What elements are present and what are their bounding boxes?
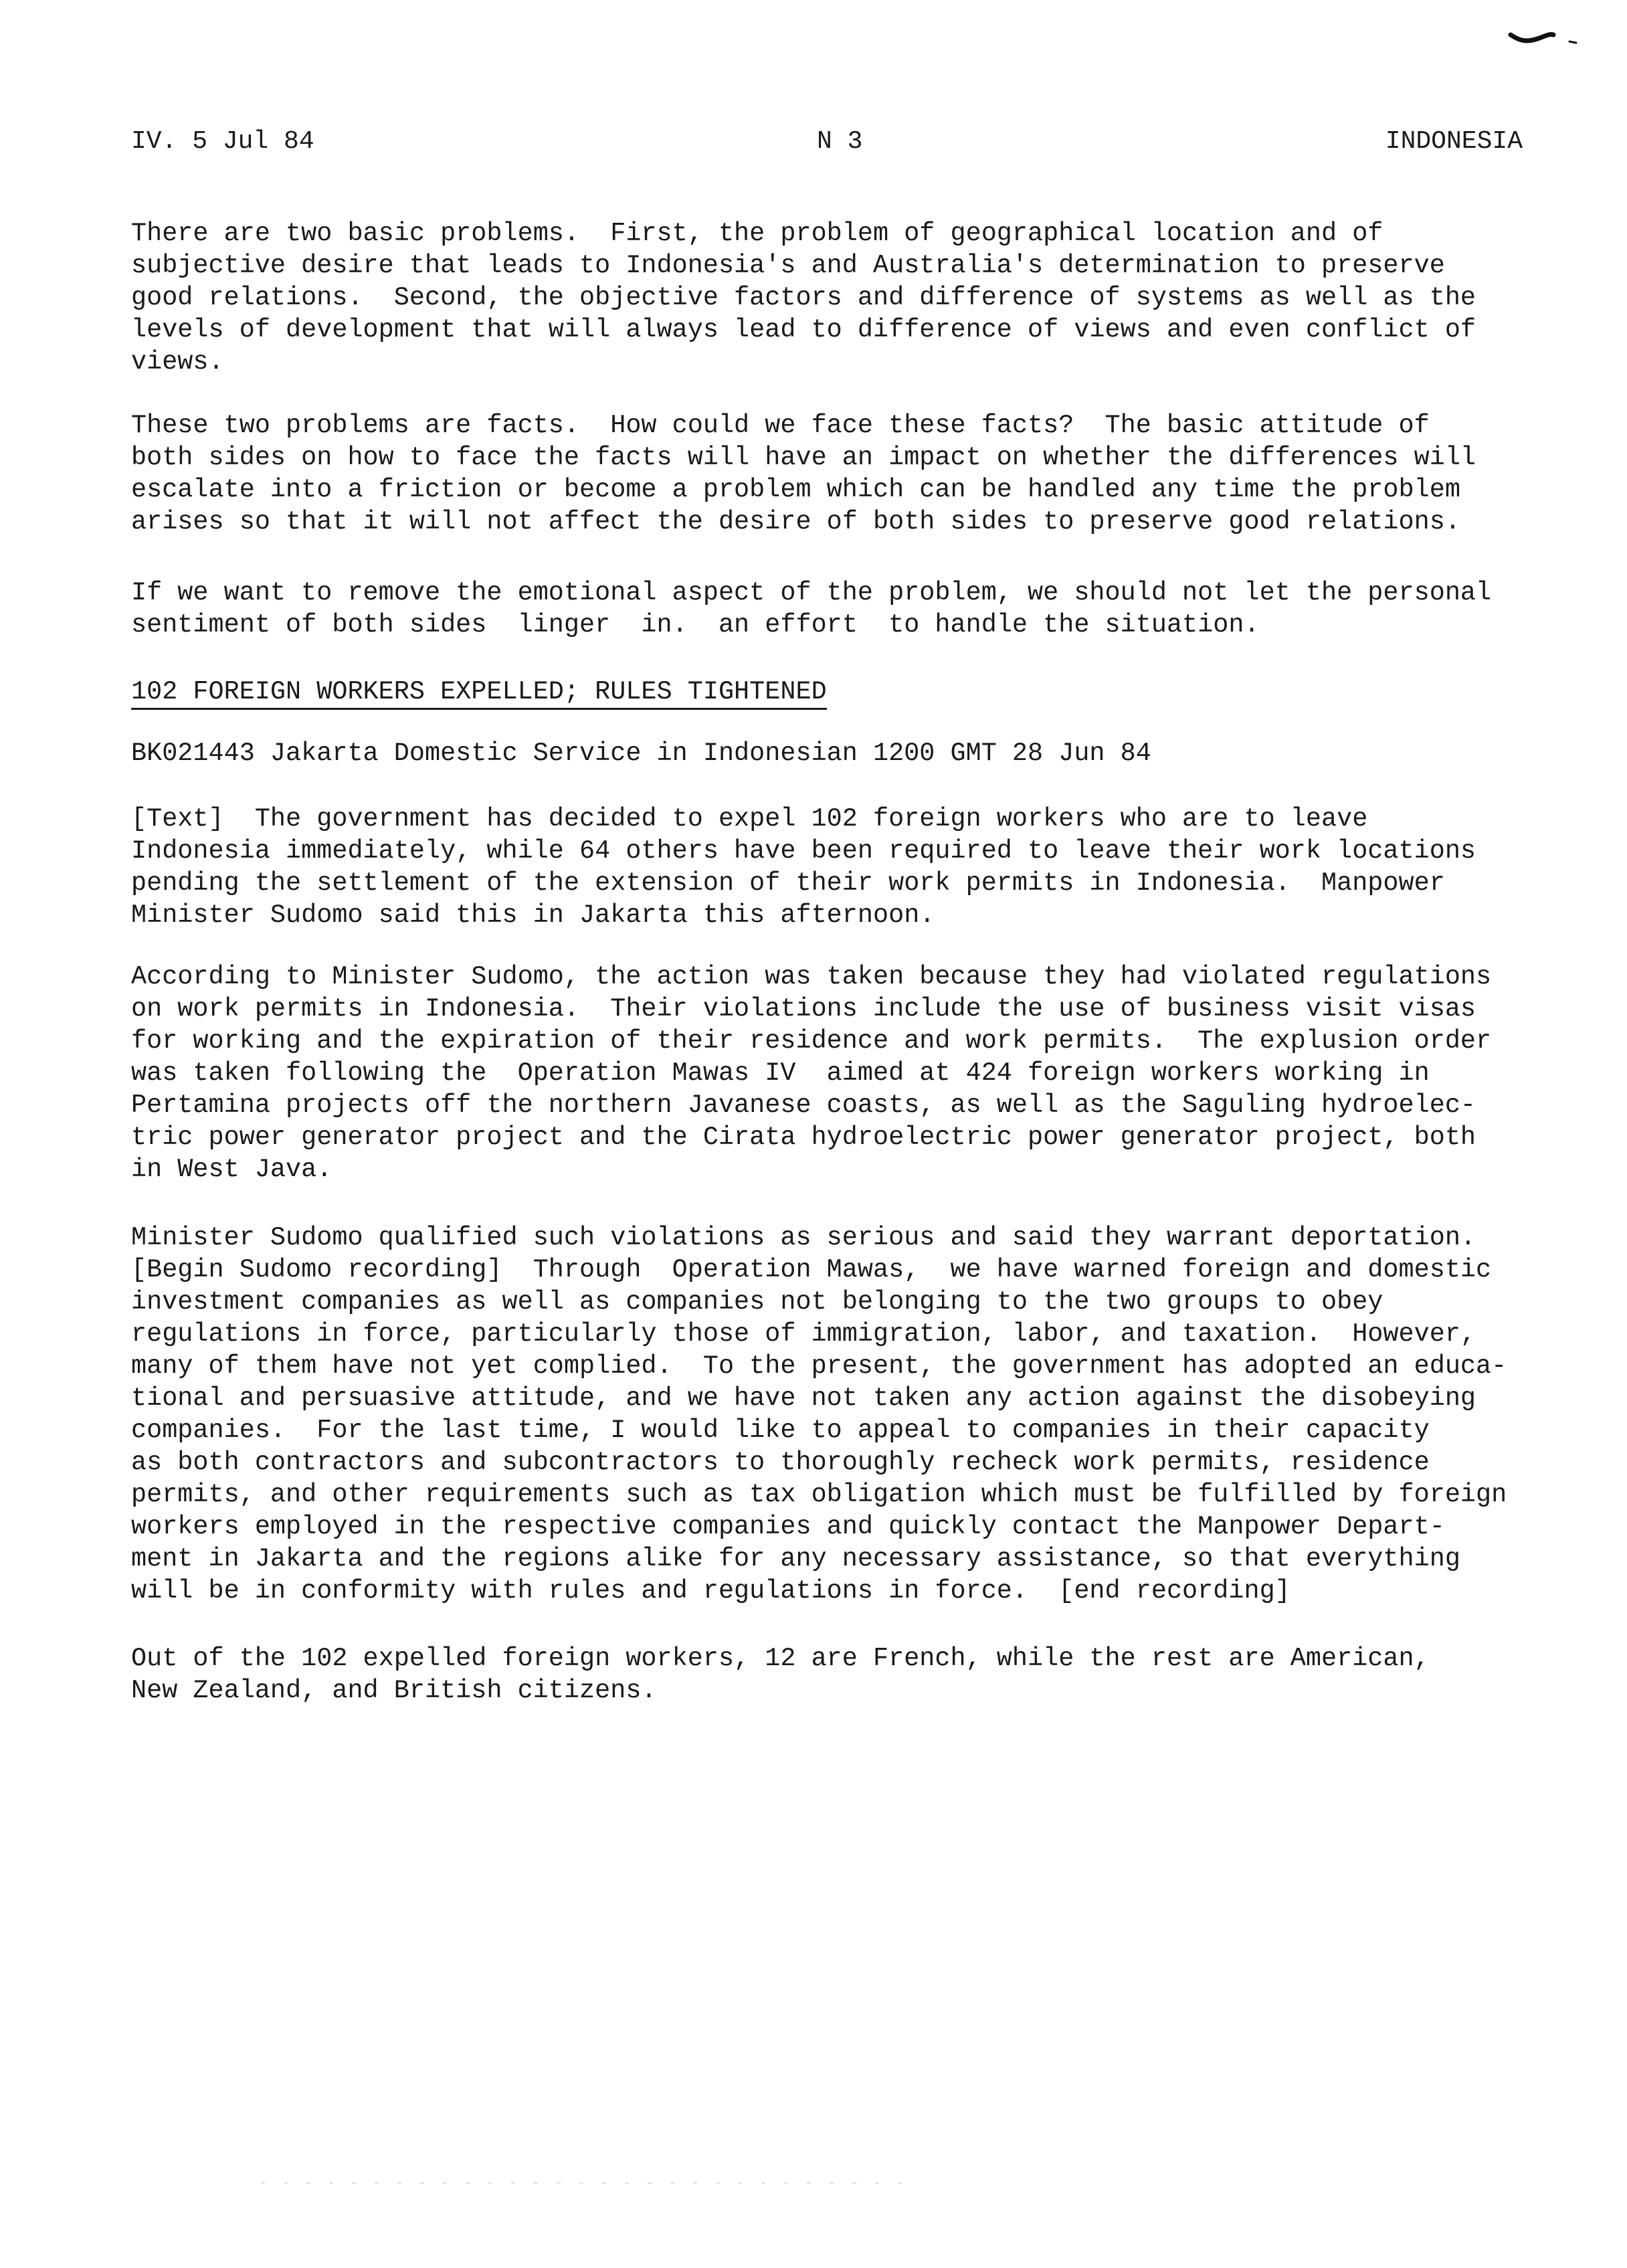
- article-headline: [131, 676, 827, 708]
- paragraph-emotional-aspect: If we want to remove the emotional aspect of the problem, we should not let the personal sentiment of both sides linger in. an effort to handle the situation.: [131, 578, 1492, 640]
- article-dateline: BK021443 Jakarta Domestic Service in Indonesian 1200 GMT 28 Jun 84: [131, 739, 1151, 768]
- paragraph-facts: These two problems are facts. How could we face these facts? The basic attitude of both sides on how to face the facts will have an impact on whether the differences will escalate into a friction or become a problem which can be handled any time the problem arises so that it will not affect the desire of both sides to preserve good relations.: [131, 411, 1476, 537]
- paragraph-sudomo-recording: Minister Sudomo qualified such violations as serious and said they warrant deportation. [Begin Sudomo recording] Through Operation Mawas, we have warned foreign and domestic investment companies as well as companies not belonging to the two groups to obey regulations in force, particularly those of immigration, labor, and taxation. However, many of them have not yet complied. To the present, the government has adopted an educa- tional and persuasive attitude, and we have not taken any action against the disobeying companies. For the last time, I would like to appeal to companies in their capacity as both contractors and subcontractors to thoroughly recheck work permits, residence permits, and other requirements such as tax obligation which must be fulfilled by foreign workers employed in the respective companies and quickly contact the Manpower Depart- ment in Jakarta and the regions alike for any necessary assistance, so that everything will be in conformity with rules and regulations in force. [end recording]: [131, 1223, 1507, 1606]
- paragraph-violations: According to Minister Sudomo, the action was taken because they had violated regulations on work permits in Indonesia. Their violations include the use of business visit visas for working and the expiration of their residence and work permits. The explusion order was taken following the Operation Mawas IV aimed at 424 foreign workers working in Pertamina projects off the northern Javanese coasts, as well as the Saguling hydroelec- tric power generator project and the Cirata hydroelectric power generator project, both in West Java.: [131, 962, 1492, 1184]
- paragraph-nationalities: Out of the 102 expelled foreign workers, 12 are French, while the rest are American, New Zealand, and British citizens.: [131, 1644, 1430, 1705]
- header-country: INDONESIA: [1385, 127, 1523, 156]
- paragraph-basic-problems: There are two basic problems. First, the problem of geographical location and of subjective desire that leads to Indonesia's and Australia's determination to preserve good relations. Second, the objective factors and difference of systems as well as the levels of development that will always lead to difference of views and even conflict of views.: [131, 219, 1476, 377]
- headline-text: 102 FOREIGN WORKERS EXPELLED; RULES TIGHTENED: [131, 677, 827, 710]
- scan-artifact-divider: [261, 2182, 903, 2184]
- header-page-number: N 3: [817, 127, 863, 156]
- handwritten-mark: [1505, 27, 1586, 54]
- paragraph-expulsion: [Text] The government has decided to expel 102 foreign workers who are to leave Indonesia immediately, while 64 others have been required to leave their work locations pending the settlement of the extension of their work permits in Indonesia. Manpower Minister Sudomo said this in Jakarta this afternoon.: [131, 804, 1476, 930]
- header-section-date: IV. 5 Jul 84: [131, 127, 314, 156]
- page-header: [131, 122, 1523, 162]
